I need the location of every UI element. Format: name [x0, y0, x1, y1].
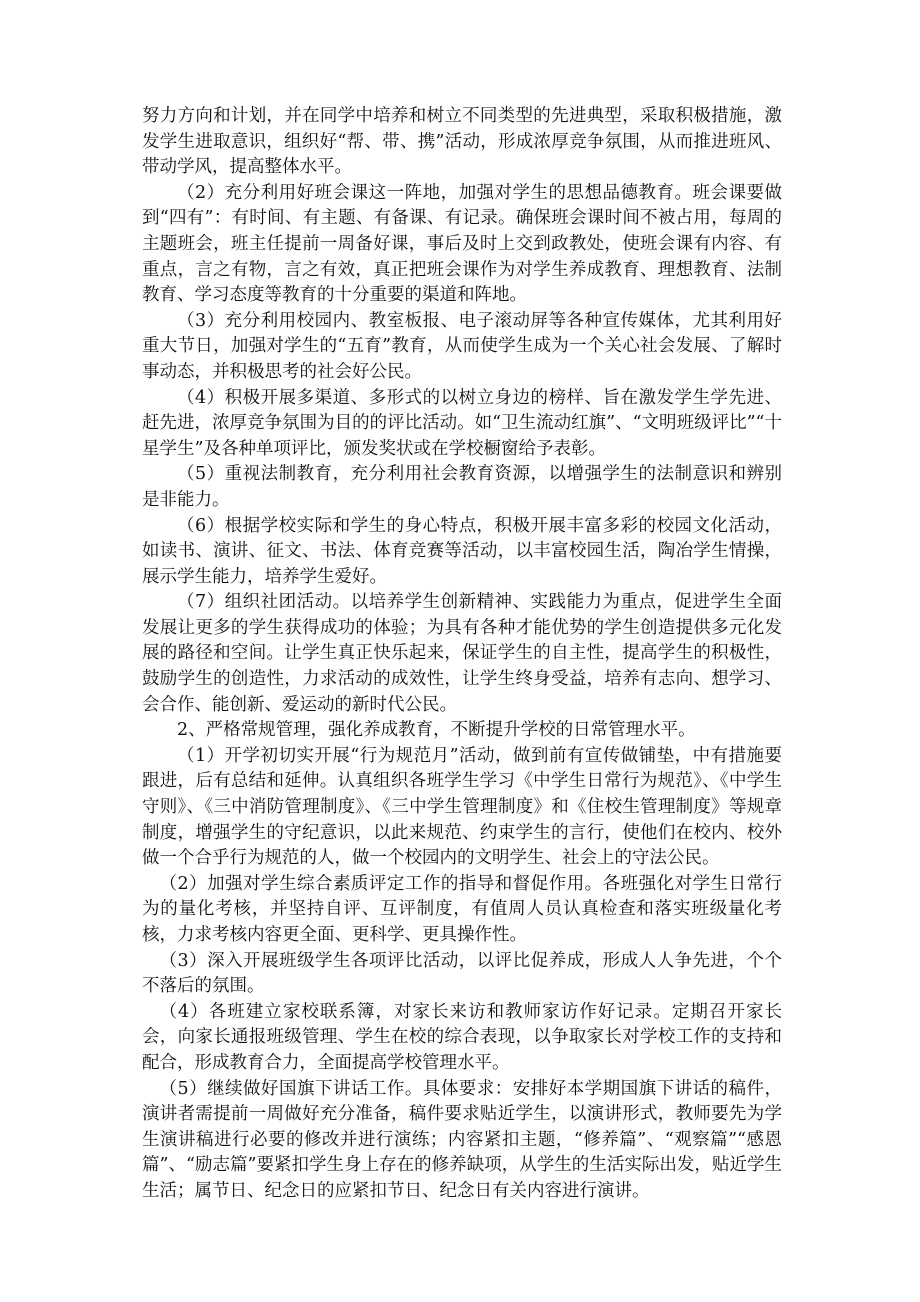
document-page	[142, 104, 782, 1205]
section-heading-routine-management: 2、严格常规管理，强化养成教育，不断提升学校的日常管理水平。	[177, 720, 696, 741]
paragraph-club-activities: （7）组织社团活动。以培养学生创新精神、实践能力为重点，促进学生全面发展让更多的学生获得成功的体验；为具有各种才能优势的学生创造提供多元化发展的路径和空间。让学生真正快乐起来，保证学生的自主性，提高学生的积极性，鼓励学生的创造性，力求活动的成效性，让学生终身受益，培养有志向、想学习、会合作、能创新、爱运动的新时代公民。	[142, 592, 782, 715]
paragraph-legal-education: （5）重视法制教育，充分利用社会教育资源，以增强学生的法制意识和辨别是非能力。	[142, 464, 782, 510]
paragraph-campus-media: （3）充分利用校园内、教室板报、电子滚动屏等各种宣传媒体，尤其利用好重大节日，加强对学生的“五育”教育，从而使学生成为一个关心社会发展、了解时事动态，并积极思考的社会好公民。	[142, 310, 782, 382]
paragraph-behavior-month: （1）开学初切实开展“行为规范月”活动，做到前有宣传做铺垫，中有措施要跟进，后有总结和延伸。认真组织各班学生学习《中学生日常行为规范》、《中学生守则》、《三中消防管理制度》、《三中学生管理制度》和《住校生管理制度》等规章制度，增强学生的守纪意识，以此来规范、约束学生的言行，使他们在校内、校外做一个合乎行为规范的人，做一个校园内的文明学生、社会上的守法公民。	[142, 745, 782, 869]
paragraph-continuation: 努力方向和计划，并在同学中培养和树立不同类型的先进典型，采取积极措施，激发学生进取意识，组织好“帮、带、携”活动，形成浓厚竞争氛围，从而推进班风、带动学风，提高整体水平。	[142, 106, 782, 178]
paragraph-campus-culture: （6）根据学校实际和学生的身心特点，积极开展丰富多彩的校园文化活动，如读书、演讲、征文、书法、体育竞赛等活动，以丰富校园生活，陶冶学生情操，展示学生能力，培养学生爱好。	[142, 515, 782, 587]
paragraph-home-school: （4）各班建立家校联系簿，对家长来访和教师家访作好记录。定期召开家长会，向家长通报班级管理、学生在校的综合表现，以争取家长对学校工作的支持和配合，形成教育合力，全面提高学校管理水平。	[142, 1001, 782, 1073]
paragraph-class-meeting: （2）充分利用好班会课这一阵地，加强对学生的思想品德教育。班会课要做到“四有”：有时间、有主题、有备课、有记录。确保班会课时间不被占用，每周的主题班会，班主任提前一周备好课，事后及时上交到政教处，使班会课有内容、有重点，言之有物，言之有效，真正把班会课作为对学生养成教育、理想教育、法制教育、学习态度等教育的十分重要的渠道和阵地。	[142, 182, 782, 306]
paragraph-evaluation-activities: （4）积极开展多渠道、多形式的以树立身边的榜样、旨在激发学生学先进、赶先进，浓厚竞争氛围为目的的评比活动。如“卫生流动红旗”、“文明班级评比”“十星学生”及各种单项评比，颁发奖状或在学校橱窗给予表彰。	[142, 387, 782, 459]
paragraph-class-competition: （3）深入开展班级学生各项评比活动，以评比促养成，形成人人争先进，个个不落后的氛围。	[142, 950, 782, 997]
paragraph-flag-speech: （5）继续做好国旗下讲话工作。具体要求：安排好本学期国旗下讲话的稿件，演讲者需提前一周做好充分准备，稿件要求贴近学生，以演讲形式，教师要先为学生演讲稿进行必要的修改并进行演练；内容紧扣主题，“修养篇”、“观察篇”“感恩篇”、“励志篇”要紧扣学生身上存在的修养缺项，从学生的生活实际出发，贴近学生生活；属节日、纪念日的应紧扣节日、纪念日有关内容进行演讲。	[142, 1078, 782, 1201]
paragraph-quality-assessment: （2）加强对学生综合素质评定工作的指导和督促作用。各班强化对学生日常行为的量化考核，并坚持自评、互评制度，有值周人员认真检查和落实班级量化考核，力求考核内容更全面、更科学、更具操作性。	[142, 873, 782, 945]
